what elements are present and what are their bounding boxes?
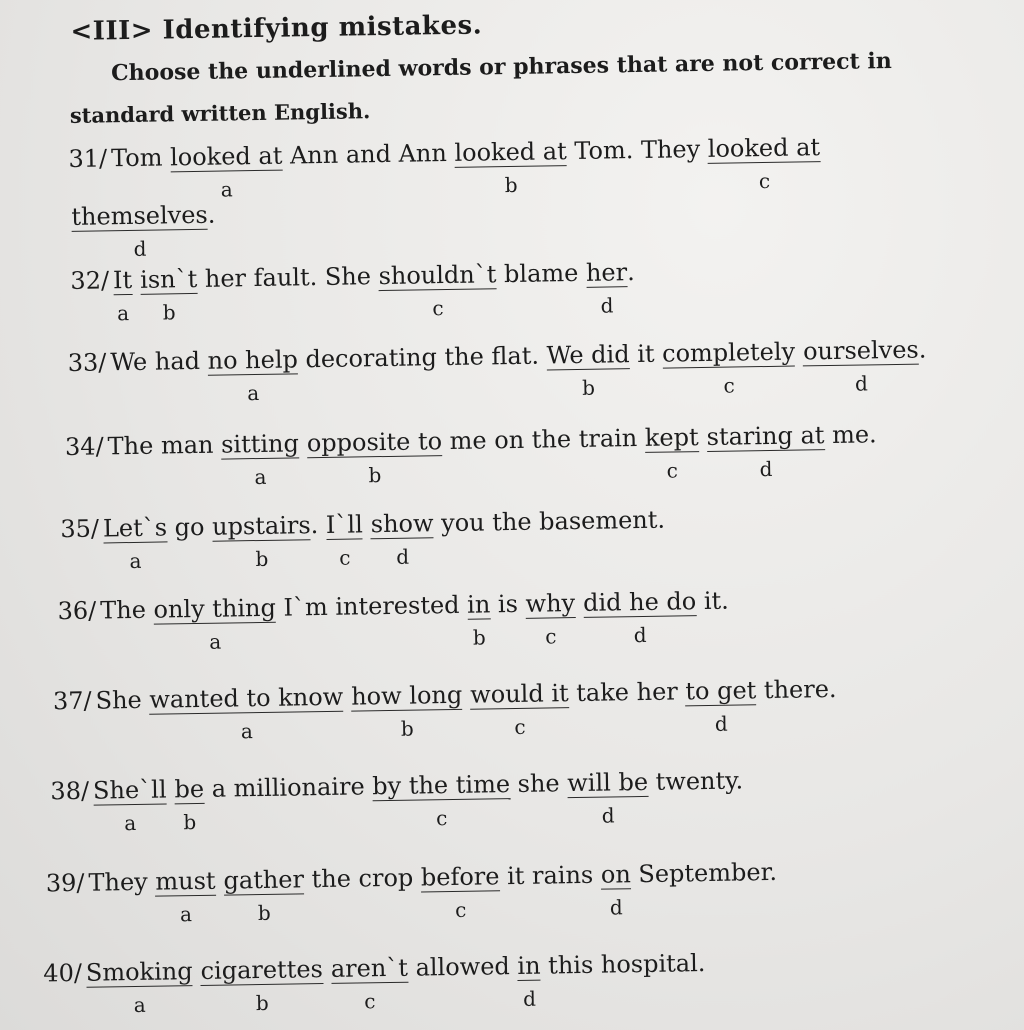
- question-text: take her: [568, 677, 686, 708]
- question-text: she: [509, 769, 568, 799]
- option-b-label: b: [368, 463, 382, 488]
- question-number: 32/: [70, 266, 110, 295]
- question-number: 33/: [67, 348, 107, 377]
- question-35: [60, 505, 666, 574]
- option-c-label: c: [514, 714, 526, 740]
- option-a-label: a: [116, 301, 130, 326]
- question-34: [65, 422, 877, 490]
- option-d-label: d: [600, 293, 614, 318]
- option-b-text: how long: [350, 680, 463, 711]
- option-b-text: upstairs: [211, 511, 311, 541]
- option-c-text: aren`t: [330, 953, 409, 983]
- option-a-label: a: [124, 810, 137, 836]
- option-a-label: a: [179, 902, 193, 927]
- option-b: [466, 590, 491, 650]
- option-d-label: d: [133, 236, 147, 261]
- question-number: 34/: [64, 432, 104, 462]
- question-31-continued: [71, 200, 216, 261]
- option-c: [421, 864, 500, 920]
- question-text: The: [100, 595, 154, 625]
- option-d-text: did he do: [582, 587, 697, 617]
- question-number: 37/: [52, 686, 92, 716]
- option-a-text: must: [155, 866, 216, 896]
- option-a-label: a: [240, 719, 253, 744]
- option-d-label: d: [759, 456, 773, 482]
- question-37: [52, 674, 837, 744]
- question-text: decorating the flat.: [297, 341, 547, 374]
- question-text: the crop: [303, 863, 422, 894]
- question-31: [68, 135, 820, 202]
- option-b: [200, 957, 323, 1014]
- option-d-text: show: [370, 509, 434, 539]
- question-33: [68, 337, 928, 405]
- option-a-text: Smoking: [85, 957, 193, 987]
- option-d: [600, 860, 632, 920]
- option-b-label: b: [183, 810, 197, 835]
- option-d: [583, 589, 697, 646]
- question-39: [45, 857, 778, 927]
- question-text: you the basement.: [433, 505, 666, 538]
- question-32: [70, 260, 635, 324]
- question-text: .: [310, 510, 327, 540]
- question-text: it: [629, 339, 663, 369]
- option-b-label: b: [582, 375, 596, 400]
- option-b-text: be: [174, 774, 205, 804]
- option-a: [102, 513, 168, 574]
- option-c-text: completely: [661, 337, 796, 368]
- question-text: .: [918, 335, 927, 364]
- option-a: [86, 959, 194, 1016]
- option-c-text: would it: [470, 679, 569, 709]
- option-c-text: I`ll: [325, 510, 363, 539]
- option-a-text: looked at: [169, 141, 283, 172]
- option-d-text: ourselves: [802, 335, 919, 366]
- question-40: [43, 951, 706, 1016]
- option-a-text: no help: [207, 345, 299, 375]
- option-c: [378, 262, 497, 319]
- option-d: [517, 951, 541, 1011]
- question-text: blame: [496, 258, 587, 289]
- option-d: [685, 678, 757, 734]
- option-d: [567, 767, 649, 828]
- option-b-label: b: [255, 546, 269, 572]
- option-a-label: a: [133, 992, 146, 1018]
- option-a: [92, 775, 167, 836]
- option-a: [220, 429, 300, 490]
- option-b-label: b: [255, 990, 269, 1016]
- option-b-label: b: [400, 716, 414, 741]
- question-text: it rains: [499, 860, 602, 891]
- question-text: The man: [107, 430, 222, 461]
- option-b-label: b: [472, 625, 486, 650]
- option-c-text: why: [525, 589, 576, 618]
- option-a: [149, 682, 344, 744]
- option-d-label: d: [854, 371, 869, 396]
- option-b-text: isn`t: [139, 264, 198, 294]
- option-b-text: gather: [223, 865, 305, 895]
- option-d-label: d: [609, 895, 623, 920]
- option-b-text: cigarettes: [200, 955, 324, 985]
- option-a: [207, 345, 299, 406]
- question-number: 35/: [60, 514, 100, 544]
- question-text: me on the train: [441, 423, 646, 456]
- option-c: [525, 591, 575, 647]
- option-a-text: She`ll: [92, 775, 167, 805]
- option-c-label: c: [435, 806, 448, 831]
- question-text: her fault. She: [197, 262, 379, 293]
- section-heading: <III> Identifying mistakes.: [70, 10, 483, 47]
- option-c-label: c: [666, 458, 679, 483]
- question-text: Tom: [110, 143, 171, 173]
- question-text: We had: [110, 346, 208, 377]
- question-text: twenty.: [647, 766, 744, 796]
- option-a-label: a: [220, 177, 233, 202]
- option-b: [546, 342, 630, 398]
- option-c-label: c: [339, 545, 351, 570]
- question-number: 39/: [45, 868, 85, 898]
- option-b-label: b: [162, 300, 176, 325]
- option-d-label: d: [396, 544, 410, 569]
- option-d-text: themselves: [71, 200, 208, 231]
- question-text: She: [95, 685, 150, 715]
- option-c-text: before: [420, 862, 500, 892]
- option-b-text: looked at: [454, 137, 567, 167]
- option-c-label: c: [364, 989, 376, 1014]
- option-b-text: in: [466, 590, 491, 619]
- option-c-text: shouldn`t: [378, 260, 497, 291]
- question-text: is: [490, 589, 526, 619]
- option-c: [661, 337, 796, 398]
- option-c-text: by the time: [372, 770, 511, 801]
- option-a: [153, 593, 277, 654]
- option-b-text: opposite to: [306, 427, 443, 458]
- option-b-label: b: [257, 900, 271, 926]
- question-text: me.: [824, 420, 877, 450]
- question-text: I`m interested: [275, 590, 468, 622]
- option-d-text: in: [517, 951, 541, 980]
- option-a: [112, 265, 133, 326]
- option-a-label: a: [254, 464, 267, 490]
- question-text: September.: [630, 857, 778, 889]
- option-b-text: We did: [546, 340, 630, 370]
- option-c-label: c: [545, 624, 557, 649]
- option-b: [350, 680, 463, 741]
- option-d: [802, 335, 920, 396]
- option-c: [645, 425, 700, 481]
- option-d-text: her: [585, 258, 628, 287]
- option-b: [223, 865, 305, 926]
- option-c-label: c: [723, 373, 735, 398]
- option-a-label: a: [209, 629, 222, 654]
- instructions-line-1: Choose the underlined words or phrases that are not correct in: [110, 48, 892, 87]
- option-d: [371, 511, 435, 567]
- question-text: Tom. They: [566, 134, 709, 166]
- question-text: allowed: [407, 951, 518, 982]
- option-b: [454, 139, 567, 196]
- question-number: 38/: [50, 776, 90, 806]
- option-c-text: kept: [644, 423, 699, 452]
- option-d-text: will be: [567, 767, 649, 798]
- option-a-text: wanted to know: [149, 682, 344, 714]
- option-d-text: on: [600, 860, 631, 889]
- option-b: [212, 513, 311, 570]
- option-c-label: c: [454, 897, 467, 922]
- option-a-text: It: [112, 265, 133, 295]
- option-d-label: d: [633, 622, 647, 648]
- question-text: this hospital.: [540, 949, 706, 980]
- question-number: 31/: [68, 144, 108, 173]
- option-a: [169, 141, 283, 202]
- option-a-text: sitting: [220, 429, 300, 459]
- option-a: [155, 866, 216, 927]
- question-text: a millionaire: [203, 772, 373, 803]
- instructions-line-2: standard written English.: [69, 98, 371, 128]
- question-number: 36/: [57, 596, 97, 626]
- option-b: [174, 774, 205, 835]
- option-a-label: a: [129, 548, 142, 574]
- question-36: [57, 586, 730, 655]
- question-text: it.: [696, 586, 730, 616]
- option-c: [470, 681, 569, 738]
- option-a-label: a: [247, 380, 260, 406]
- question-text: go: [166, 512, 213, 542]
- option-c: [330, 953, 409, 1014]
- option-d: [71, 200, 208, 261]
- option-d-text: to get: [685, 676, 757, 706]
- option-d: [706, 423, 825, 480]
- question-38: [50, 768, 744, 834]
- option-d: [586, 260, 628, 316]
- option-a-text: Let`s: [102, 513, 168, 543]
- question-text: there.: [756, 674, 837, 705]
- question-text: Ann and Ann: [282, 138, 455, 170]
- question-number: 40/: [43, 958, 83, 988]
- option-c: [326, 512, 364, 568]
- option-a-text: only thing: [153, 593, 277, 624]
- option-c-text: looked at: [707, 133, 821, 163]
- option-c-label: c: [758, 168, 771, 194]
- option-d-label: d: [522, 986, 537, 1011]
- option-d-text: staring at: [706, 421, 825, 451]
- option-c: [708, 135, 821, 192]
- option-d-label: d: [601, 803, 615, 828]
- option-b: [139, 264, 198, 325]
- option-d-label: d: [714, 711, 728, 736]
- option-b-label: b: [504, 172, 518, 198]
- question-text: They: [88, 867, 156, 897]
- question-text: .: [626, 258, 635, 287]
- option-b: [307, 429, 443, 486]
- option-c: [372, 772, 511, 829]
- option-c-label: c: [432, 296, 444, 321]
- question-text: .: [207, 200, 216, 229]
